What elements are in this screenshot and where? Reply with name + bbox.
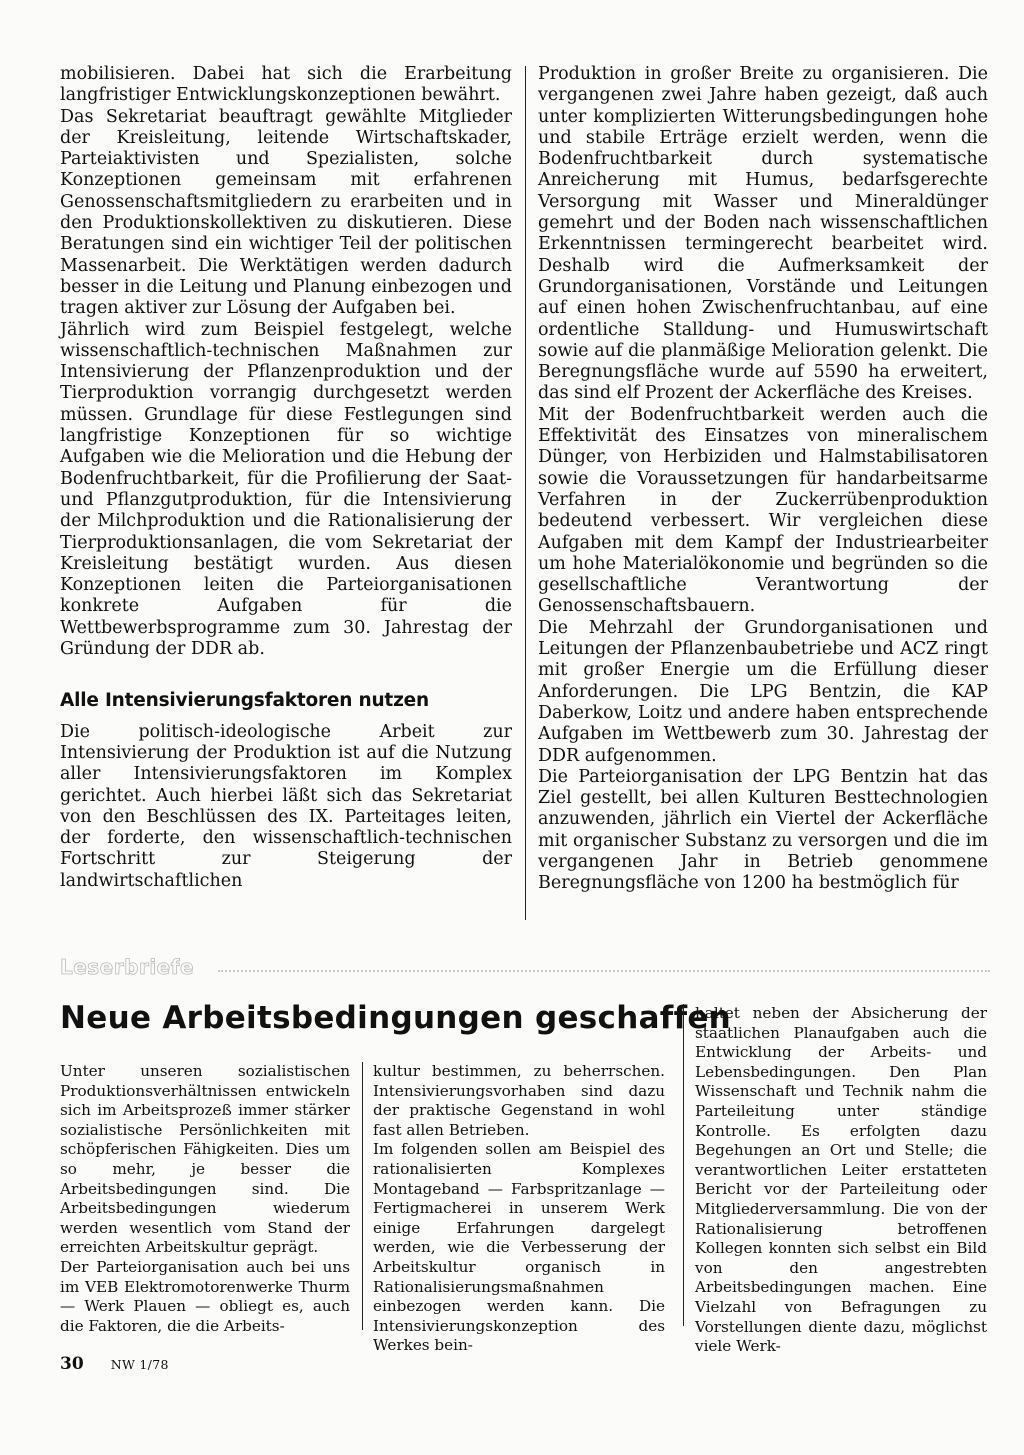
paragraph: kultur bestimmen, zu beherrschen. Intensivierungsvorhaben sind dazu der praktische Gegenstand in wohl fast allen Betrieben. bbox=[373, 1062, 665, 1139]
top-right-column bbox=[538, 64, 988, 895]
article-column-3 bbox=[695, 1004, 987, 1357]
paragraph: Der Parteiorganisation auch bei uns im VEB Elektromotorenwerke Thurm — Werk Plauen — obliegt es, auch die Faktoren, die die Arbeits- bbox=[60, 1257, 350, 1335]
column-divider bbox=[525, 66, 526, 920]
article-column-1 bbox=[60, 1062, 350, 1336]
paragraph: Jährlich wird zum Beispiel festgelegt, welche wissenschaftlich-technischen Maßnahmen zur Intensivierung der Pflanzenproduktion und der Tierproduktion vorrangig durchgesetzt werden müssen. Grundlage für diese Festlegungen sind langfristige Konzeptionen für so wichtige Aufgaben wie die Melioration und die Hebung der Bodenfruchtbarkeit, für die Profilierung der Saat- und Pflanzgutproduktion, für die Intensivierung der Milchproduktion und die Rationalisierung der Tierproduktionsanlagen, die vom Sekretariat der Kreisleitung bestätigt wurden. Aus diesen Konzeptionen leiten die Parteiorganisationen konkrete Aufgaben für die Wettbewerbsprogramme zum 30. Jahrestag der Gründung der DDR ab. bbox=[60, 319, 512, 660]
column-divider bbox=[683, 1004, 684, 1326]
paragraph: Mit der Bodenfruchtbarkeit werden auch die Effektivität des Einsatzes von mineralischem Dünger, von Herbiziden und Halmstabilisatoren sowie die Voraussetzungen für handarbeitsarme Verfahren in der Zuckerrübenproduktion bedeutend verbessert. Wir vergleichen diese Aufgaben mit dem Kampf der Industriearbeiter um hohe Materialökonomie und begründen so die gesellschaftliche Verantwortung der Genossenschaftsbauern. bbox=[538, 404, 988, 617]
paragraph: Die politisch-ideologische Arbeit zur Intensivierung der Produktion ist auf die Nutzung aller Intensivierungsfaktoren im Komplex gerichtet. Auch hierbei läßt sich das Sekretariat von den Beschlüssen des IX. Parteitages leiten, der forderte, den wissenschaftlich-technischen Fortschritt zur Steigerung der landwirtschaftlichen bbox=[60, 721, 512, 891]
paragraph: mobilisieren. Dabei hat sich die Erarbeitung langfristiger Entwicklungskonzeptionen bewährt. bbox=[60, 64, 512, 106]
section-banner bbox=[60, 955, 990, 981]
paragraph: Das Sekretariat beauftragt gewählte Mitglieder der Kreisleitung, leitende Wirtschaftskader, Parteiaktivisten und Spezialisten, solche Konzeptionen gemeinsam mit erfahrenen Genossenschaftsmitgliedern zu erarbeiten und in den Produktionskollektiven zu diskutieren. Diese Beratungen sind ein wichtiger Teil der politischen Massenarbeit. Die Werktätigen werden dadurch besser in die Leitung und Planung einbezogen und tragen aktiver zur Lösung der Aufgaben bei. bbox=[60, 106, 512, 319]
paragraph: Die Parteiorganisation der LPG Bentzin hat das Ziel gestellt, bei allen Kulturen Besttechnologien anzuwenden, jährlich ein Viertel der Ackerfläche mit organischer Substanz zu versorgen und die im vergangenen Jahr in Betrieb genommene Beregnungsfläche von 1200 ha bestmöglich für bbox=[538, 766, 988, 894]
paragraph: Produktion in großer Breite zu organisieren. Die vergangenen zwei Jahre haben gezeigt, daß auch unter komplizierten Witterungsbedingungen hohe und stabile Erträge erzielt werden, wenn die Bodenfruchtbarkeit durch systematische Anreicherung mit Humus, bedarfsgerechte Versorgung mit Wasser und Mineraldünger gemehrt und der Boden nach wissenschaftlichen Erkenntnissen termingerecht bearbeitet wird. Deshalb wird die Aufmerksamkeit der Grundorganisationen, Vorstände und Leitungen auf einen hohen Zwischenfruchtanbau, auf eine ordentliche Stalldung- und Humuswirtschaft sowie auf die planmäßige Melioration gelenkt. Die Beregnungsfläche wurde auf 5590 ha erweitert, das sind elf Prozent der Ackerfläche des Kreises. bbox=[538, 64, 988, 404]
paragraph: Unter unseren sozialistischen Produktionsverhältnissen entwickeln sich im Arbeitsprozeß immer stärker sozialistische Persönlichkeiten mit schöpferischen Fähigkeiten. Dies um so mehr, je besser die Arbeitsbedingungen sind. Die Arbeitsbedingungen wiederum werden wesentlich vom Stand der erreichten Arbeitskultur geprägt. bbox=[60, 1062, 350, 1257]
top-left-column bbox=[60, 64, 512, 892]
section-heading: Alle Intensivierungsfaktoren nutzen bbox=[60, 690, 429, 712]
article-title: Neue Arbeitsbedingungen geschaffen bbox=[60, 1000, 732, 1036]
paragraph: Im folgenden sollen am Beispiel des rationalisierten Komplexes Montageband — Farbspritzanlage — Fertigmacherei in unserem Werk einige Erfahrungen dargelegt werden, wie die Verbesserung der Arbeitskultur organisch in Rationalisierungsmaßnahmen einbezogen werden kann. Die Intensivierungskonzeption des Werkes bein- bbox=[373, 1140, 665, 1355]
paragraph: haltet neben der Absicherung der staatlichen Planaufgaben auch die Entwicklung der Arbeits- und Lebensbedingungen. Den Plan Wissenschaft und Technik nahm die Parteileitung unter ständige Kontrolle. Es erfolgten dazu Begehungen an Ort und Stelle; die verantwortlichen Leiter erstatteten Bericht vor der Parteileitung oder Mitgliederversammlung. Die von der Rationalisierung betroffenen Kollegen konnten sich selbst ein Bild von den angestrebten Arbeitsbedingungen machen. Eine Vielzahl von Befragungen zu Vorstellungen diente dazu, möglichst viele Werk- bbox=[695, 1004, 987, 1356]
paragraph: Die Mehrzahl der Grundorganisationen und Leitungen der Pflanzenbaubetriebe und ACZ ringt mit großer Energie um die Erfüllung dieser Anforderungen. Die LPG Bentzin, die KAP Daberkow, Loitz und andere haben entsprechende Aufgaben im Wettbewerb zum 30. Jahrestag der DDR aufgenommen. bbox=[538, 617, 988, 766]
page-footer bbox=[60, 1354, 169, 1374]
page-number: 30 bbox=[60, 1354, 84, 1374]
section-label: Leserbriefe bbox=[60, 955, 195, 979]
dotted-rule bbox=[218, 970, 990, 972]
issue-reference: NW 1/78 bbox=[110, 1357, 169, 1372]
article-column-2 bbox=[373, 1062, 665, 1356]
column-divider bbox=[362, 1062, 363, 1330]
